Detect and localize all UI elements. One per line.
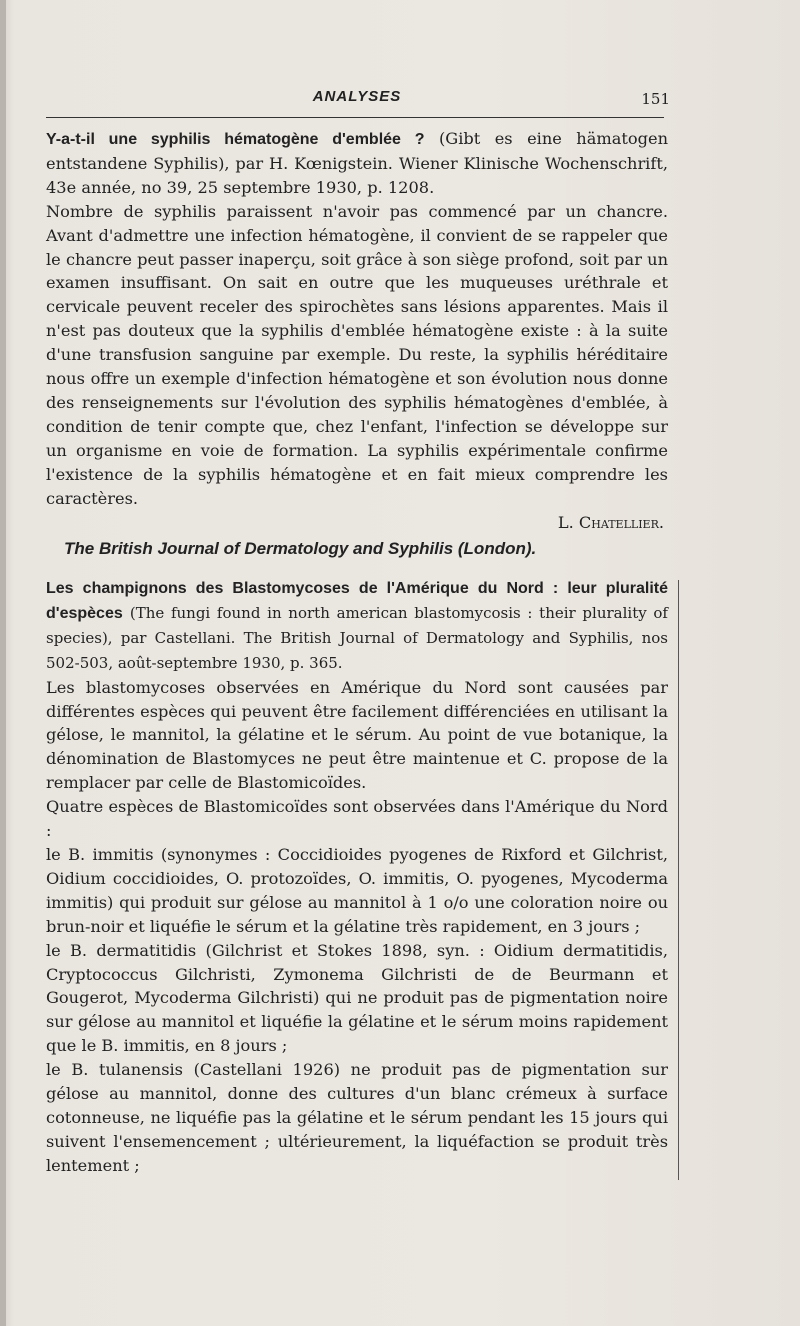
article-citation: (Gibt es eine hämatogen entstandene Syphilis), par H. Kœnigstein. Wiener Klinische Wochenschrift, 43e année, no 39, 25 septembre 1930, p. 1208. xyxy=(46,129,668,197)
article-body: Nombre de syphilis paraissent n'avoir pas commencé par un chancre. Avant d'admettre une infection hématogène, il convient de se rappeler que le chancre peut passer inaperçu, soit grâce à son siège profond, soit par un examen insuffisant. On sait en outre que les muqueuses uréthrale et cervicale peuvent receler des spirochètes sans lésions apparentes. Mais il n'est pas douteux que la syphilis d'emblée hématogène existe : à la suite d'une transfusion sanguine par exemple. Du reste, la syphilis héréditaire nous offre un exemple d'infection hématogène et son évolution nous donne des renseignements sur l'évolution des syphilis hématogènes d'emblée, à condition de tenir compte que, chez l'enfant, l'infection se développe sur un organisme en voie de formation. La syphilis expérimentale confirme l'existence de la syphilis hématogène et en fait mieux comprendre les caractères. xyxy=(46,201,668,508)
running-header-title: ANALYSES xyxy=(312,88,402,105)
article-title: Les champignons des Blastomycoses de l'Amérique du Nord : leur pluralité d'espèces xyxy=(46,580,668,622)
page-spine xyxy=(0,0,6,1326)
running-header xyxy=(46,88,668,110)
article-hematogenous-syphilis xyxy=(46,127,668,534)
article-paragraph: le B. tulanensis (Castellani 1926) ne produit pas de pigmentation sur gélose au mannitol, donne des cultures d'un blanc crémeux à surface cotonneuse, ne liquéfie pas la gélatine et le sérum pendant les 15 jours qui suivent l'ensemencement ; ultérieurement, la liquéfaction se produit très lentement ; xyxy=(46,1060,668,1175)
article-title: Y-a-t-il une syphilis hématogène d'emblée ? xyxy=(46,131,425,148)
article-paragraph: le B. immitis (synonymes : Coccidioides pyogenes de Rixford et Gilchrist, Oidium coccidioides, O. protozoïdes, O. immitis, O. pyogenes, Mycoderma immitis) qui produit sur gélose au mannitol à 1 o/o une coloration noire ou brun-noir et liquéfie le sérum et la gélatine très rapidement, en 3 jours ; xyxy=(46,844,668,936)
page-number: 151 xyxy=(641,90,670,108)
article-heading xyxy=(46,576,668,676)
article-paragraph: Les blastomycoses observées en Amérique du Nord sont causées par différentes espèces qui peuvent être facilement différenciées en utilisant la gélose, le mannitol, la gélatine et le sérum. Au point de vue botanique, la dénomination de Blastomyces ne peut être maintenue et C. propose de la remplacer par celle de Blastomicoïdes. xyxy=(46,677,668,793)
article-blastomycoses xyxy=(46,576,668,1178)
article-paragraph: Quatre espèces de Blastomicoïdes sont observées dans l'Amérique du Nord : xyxy=(46,797,668,841)
header-rule xyxy=(46,117,664,118)
article-citation: (The fungi found in north american blastomycosis : their plurality of species), par Castellani. The British Journal of Dermatology and Syphilis, nos 502-503, août-septembre 1930, p. 365. xyxy=(46,603,668,672)
article-paragraph: le B. dermatitidis (Gilchrist et Stokes 1898, syn. : Oidium dermatitidis, Cryptococcus Gilchristi, Zymonema Gilchristi de de Beurmann et Gougerot, Mycoderma Gilchristi) qui ne produit pas de pigmentation noire sur gélose au mannitol et liquéfie la gélatine et le sérum moins rapidement que le B. immitis, en 8 jours ; xyxy=(46,940,668,1056)
scan-edge-line xyxy=(678,580,679,1180)
article-signature: L. Chatellier. xyxy=(557,512,664,532)
journal-heading: The British Journal of Dermatology and Syphilis (London). xyxy=(64,539,537,558)
article-heading xyxy=(46,127,668,200)
